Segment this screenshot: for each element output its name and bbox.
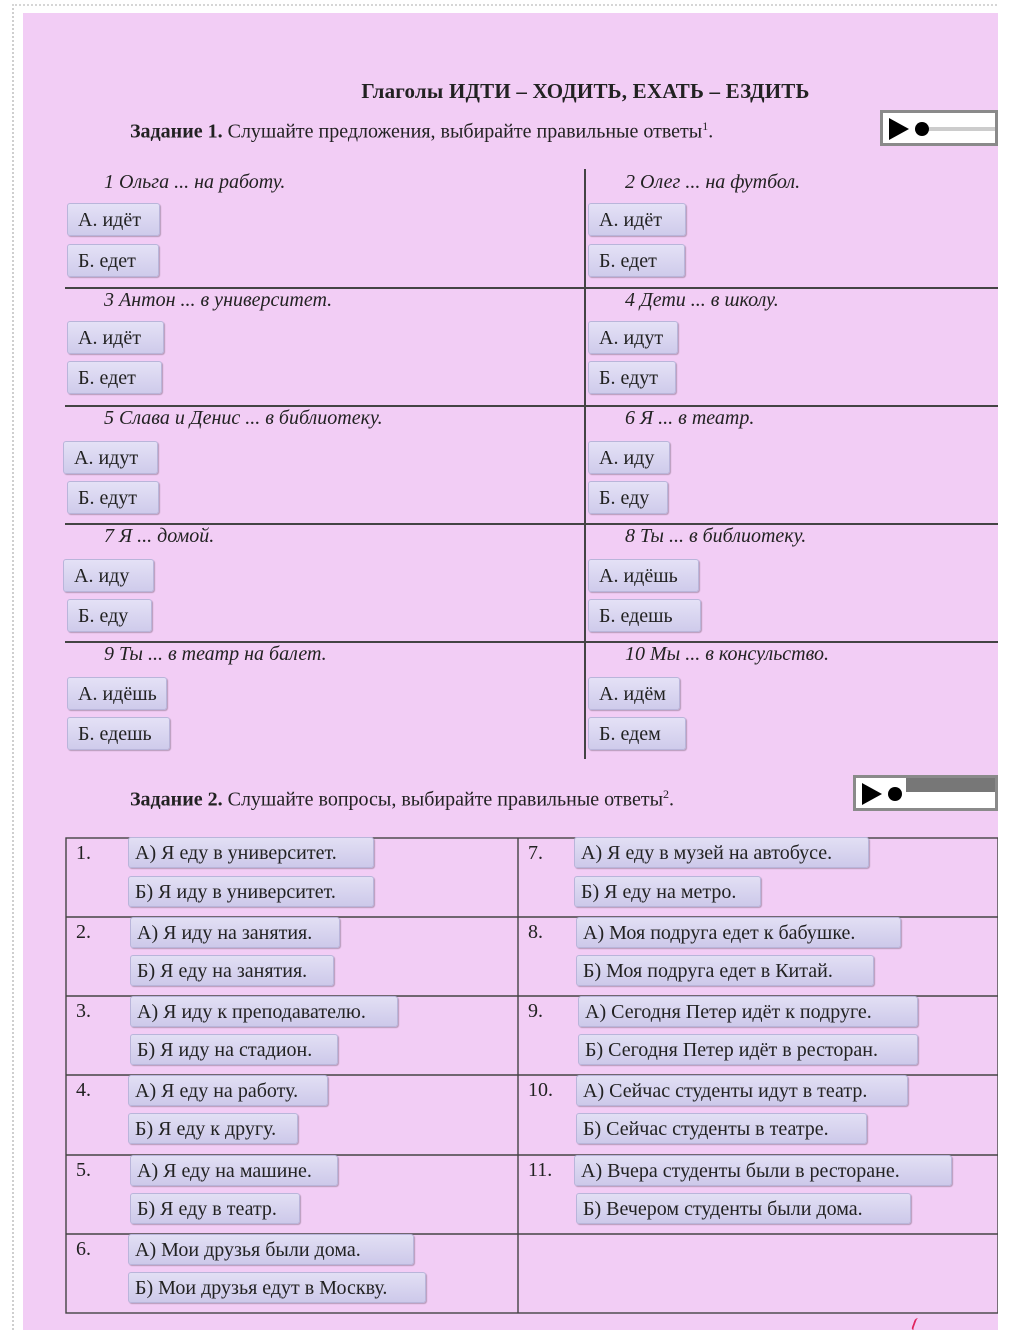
task2-text: Слушайте вопросы, выбирайте правильные ответы	[222, 788, 664, 811]
answer-option[interactable]: А. идёт	[67, 321, 164, 354]
answer-option[interactable]: А. идут	[63, 441, 158, 474]
answer-option[interactable]: А. идёт	[588, 203, 686, 236]
row-number: 5.	[76, 1159, 91, 1181]
answer-option[interactable]: Б. едем	[588, 717, 686, 750]
answer-option[interactable]: Б) Мои друзья едут в Москву.	[128, 1272, 426, 1303]
answer-option[interactable]: А. идём	[588, 677, 680, 710]
answer-option[interactable]: А) Я еду на машине.	[130, 1155, 338, 1186]
answer-option[interactable]: Б) Я еду на занятия.	[130, 955, 334, 986]
answer-option[interactable]: А. иду	[588, 441, 670, 474]
answer-option[interactable]: Б) Я еду в театр.	[130, 1193, 300, 1224]
task1-question: 8 Ты ... в библиотеку.	[625, 525, 807, 547]
answer-option[interactable]: А) Я иду на занятия.	[130, 917, 340, 948]
task1-question: 3 Антон ... в университет.	[104, 289, 333, 311]
row-number: 9.	[528, 1000, 543, 1022]
answer-option[interactable]: А) Я еду на работу.	[128, 1075, 328, 1106]
worksheet	[23, 13, 998, 1330]
answer-option[interactable]: Б. едешь	[67, 717, 170, 750]
answer-option[interactable]: Б) Моя подруга едет в Китай.	[576, 955, 874, 986]
answer-option[interactable]: А) Сегодня Петер идёт к подруге.	[578, 996, 918, 1027]
answer-option[interactable]: А) Моя подруга едет к бабушке.	[576, 917, 901, 948]
answer-option[interactable]: А) Я еду в музей на автобусе.	[574, 837, 869, 868]
row-number: 11.	[528, 1159, 553, 1181]
row-number: 4.	[76, 1079, 91, 1101]
task1-question: 6 Я ... в театр.	[625, 407, 755, 429]
task1-question: 10 Мы ... в консульство.	[625, 643, 830, 665]
answer-option[interactable]: А) Сейчас студенты идут в театр.	[576, 1075, 908, 1106]
answer-option[interactable]: Б. едешь	[588, 599, 701, 632]
answer-option[interactable]: Б) Я еду к другу.	[128, 1113, 298, 1144]
page-border-top	[12, 4, 997, 6]
answer-option[interactable]: Б. едет	[67, 361, 162, 394]
task1-question: 9 Ты ... в театр на балет.	[104, 643, 327, 665]
row-number: 7.	[528, 842, 543, 864]
task1-text: Слушайте предложения, выбирайте правильные ответы	[222, 120, 703, 143]
answer-option[interactable]: А) Я еду в университет.	[128, 837, 374, 868]
answer-option[interactable]: Б. еду	[588, 481, 668, 514]
task2-period: .	[669, 788, 675, 811]
page-border-left	[12, 8, 14, 1330]
answer-option[interactable]: А. идёшь	[67, 677, 167, 710]
task1-label: Задание 1.	[130, 120, 223, 143]
row-number: 10.	[528, 1079, 553, 1101]
answer-option[interactable]: А. идёт	[67, 203, 160, 236]
row-number: 2.	[76, 921, 91, 943]
answer-option[interactable]: Б) Я иду в университет.	[128, 876, 374, 907]
task1-period: .	[708, 120, 714, 143]
answer-option[interactable]: Б. едут	[588, 361, 676, 394]
row-number: 8.	[528, 921, 543, 943]
answer-option[interactable]: А) Мои друзья были дома.	[128, 1234, 414, 1265]
task1-question: 5 Слава и Денис ... в библиотеку.	[104, 407, 383, 429]
answer-option[interactable]: А. идёшь	[588, 559, 699, 592]
row-number: 3.	[76, 1000, 91, 1022]
task1-footnote: 1	[702, 119, 709, 133]
task2-footnote: 2	[663, 787, 670, 801]
row-number: 6.	[76, 1238, 91, 1260]
answer-option[interactable]: Б. едет	[67, 244, 159, 277]
page-title: Глаголы ИДТИ – ХОДИТЬ, ЕХАТЬ – ЕЗДИТЬ	[361, 79, 810, 103]
answer-option[interactable]: Б) Сейчас студенты в театре.	[576, 1113, 867, 1144]
answer-option[interactable]: Б. едут	[67, 481, 159, 514]
answer-option[interactable]: Б) Сегодня Петер идёт в ресторан.	[578, 1034, 918, 1065]
task2-label: Задание 2.	[130, 788, 223, 811]
task1-question: 1 Ольга ... на работу.	[104, 171, 286, 193]
answer-option[interactable]: А. иду	[63, 559, 154, 592]
answer-option[interactable]: Б) Вечером студенты были дома.	[576, 1193, 911, 1224]
answer-option[interactable]: Б) Я еду на метро.	[574, 876, 761, 907]
answer-option[interactable]: А) Вчера студенты были в ресторане.	[574, 1155, 952, 1186]
answer-option[interactable]: А. идут	[588, 321, 678, 354]
task1-question: 2 Олег ... на футбол.	[625, 171, 801, 193]
answer-option[interactable]: Б. едет	[588, 244, 685, 277]
row-number: 1.	[76, 842, 91, 864]
answer-option[interactable]: Б) Я иду на стадион.	[130, 1034, 338, 1065]
task1-question: 4 Дети ... в школу.	[625, 289, 779, 311]
answer-option[interactable]: Б. еду	[67, 599, 152, 632]
task1-question: 7 Я ... домой.	[104, 525, 215, 547]
answer-option[interactable]: А) Я иду к преподавателю.	[130, 996, 398, 1027]
